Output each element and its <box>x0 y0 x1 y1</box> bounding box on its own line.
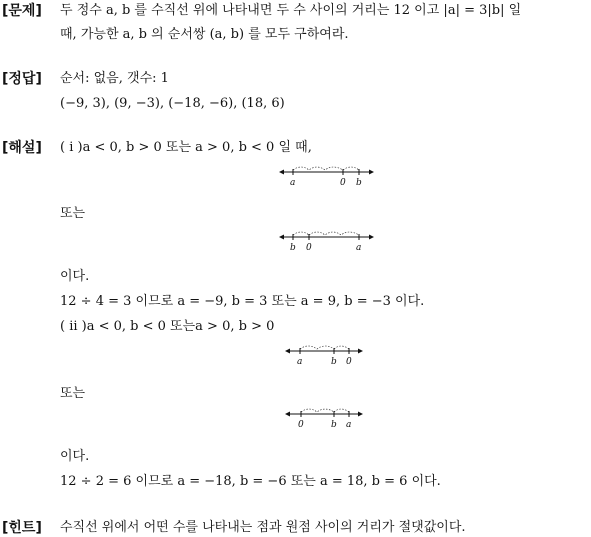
calculation-2: 12 ÷ 2 = 6 이므로 a = −18, b = −6 또는 a = 18, b = 6 이다. <box>60 474 441 489</box>
nl3-mark-b: b <box>331 357 337 367</box>
hint-label: [힌트] <box>2 520 42 536</box>
or-text-1: 또는 <box>60 206 86 221</box>
answer-line-2: (−9, 3), (9, −3), (−18, −6), (18, 6) <box>60 96 285 111</box>
explanation-label: [해설] <box>2 140 42 156</box>
case-2-condition: ( ii )a < 0, b < 0 또는a > 0, b > 0 <box>60 319 275 334</box>
answer-label: [정답] <box>2 71 42 87</box>
nl4-mark-a: a <box>346 420 352 430</box>
is-text-1: 이다. <box>60 269 90 284</box>
nl2-mark-b: b <box>290 243 296 253</box>
number-line-2 <box>279 228 374 254</box>
nl1-mark-a: a <box>290 178 296 188</box>
calculation-1: 12 ÷ 4 = 3 이므로 a = −9, b = 3 또는 a = 9, b = −3 이다. <box>60 294 425 309</box>
nl4-mark-0: 0 <box>298 420 304 430</box>
number-line-4 <box>285 405 363 431</box>
number-line-1 <box>279 163 374 189</box>
problem-label: [문제] <box>2 3 42 19</box>
hint-text: 수직선 위에서 어떤 수를 나타내는 점과 원점 사이의 거리가 절댓값이다. <box>60 520 466 535</box>
case-1-condition: ( i )a < 0, b > 0 또는 a > 0, b < 0 일 때, <box>60 140 312 155</box>
answer-line-1: 순서: 없음, 갯수: 1 <box>60 71 169 86</box>
nl1-mark-b: b <box>356 178 362 188</box>
nl3-mark-0: 0 <box>346 357 352 367</box>
problem-line-1: 두 정수 a, b 를 수직선 위에 나타내면 두 수 사이의 거리는 12 이고 |a| = 3|b| 일 <box>60 3 522 18</box>
nl2-mark-a: a <box>356 243 362 253</box>
number-line-3 <box>285 342 363 368</box>
is-text-2: 이다. <box>60 449 90 464</box>
nl2-mark-0: 0 <box>306 243 312 253</box>
nl4-mark-b: b <box>331 420 337 430</box>
or-text-2: 또는 <box>60 386 86 401</box>
problem-line-2: 때, 가능한 a, b 의 순서쌍 (a, b) 를 모두 구하여라. <box>60 27 349 42</box>
nl1-mark-0: 0 <box>340 178 346 188</box>
nl3-mark-a: a <box>297 357 303 367</box>
